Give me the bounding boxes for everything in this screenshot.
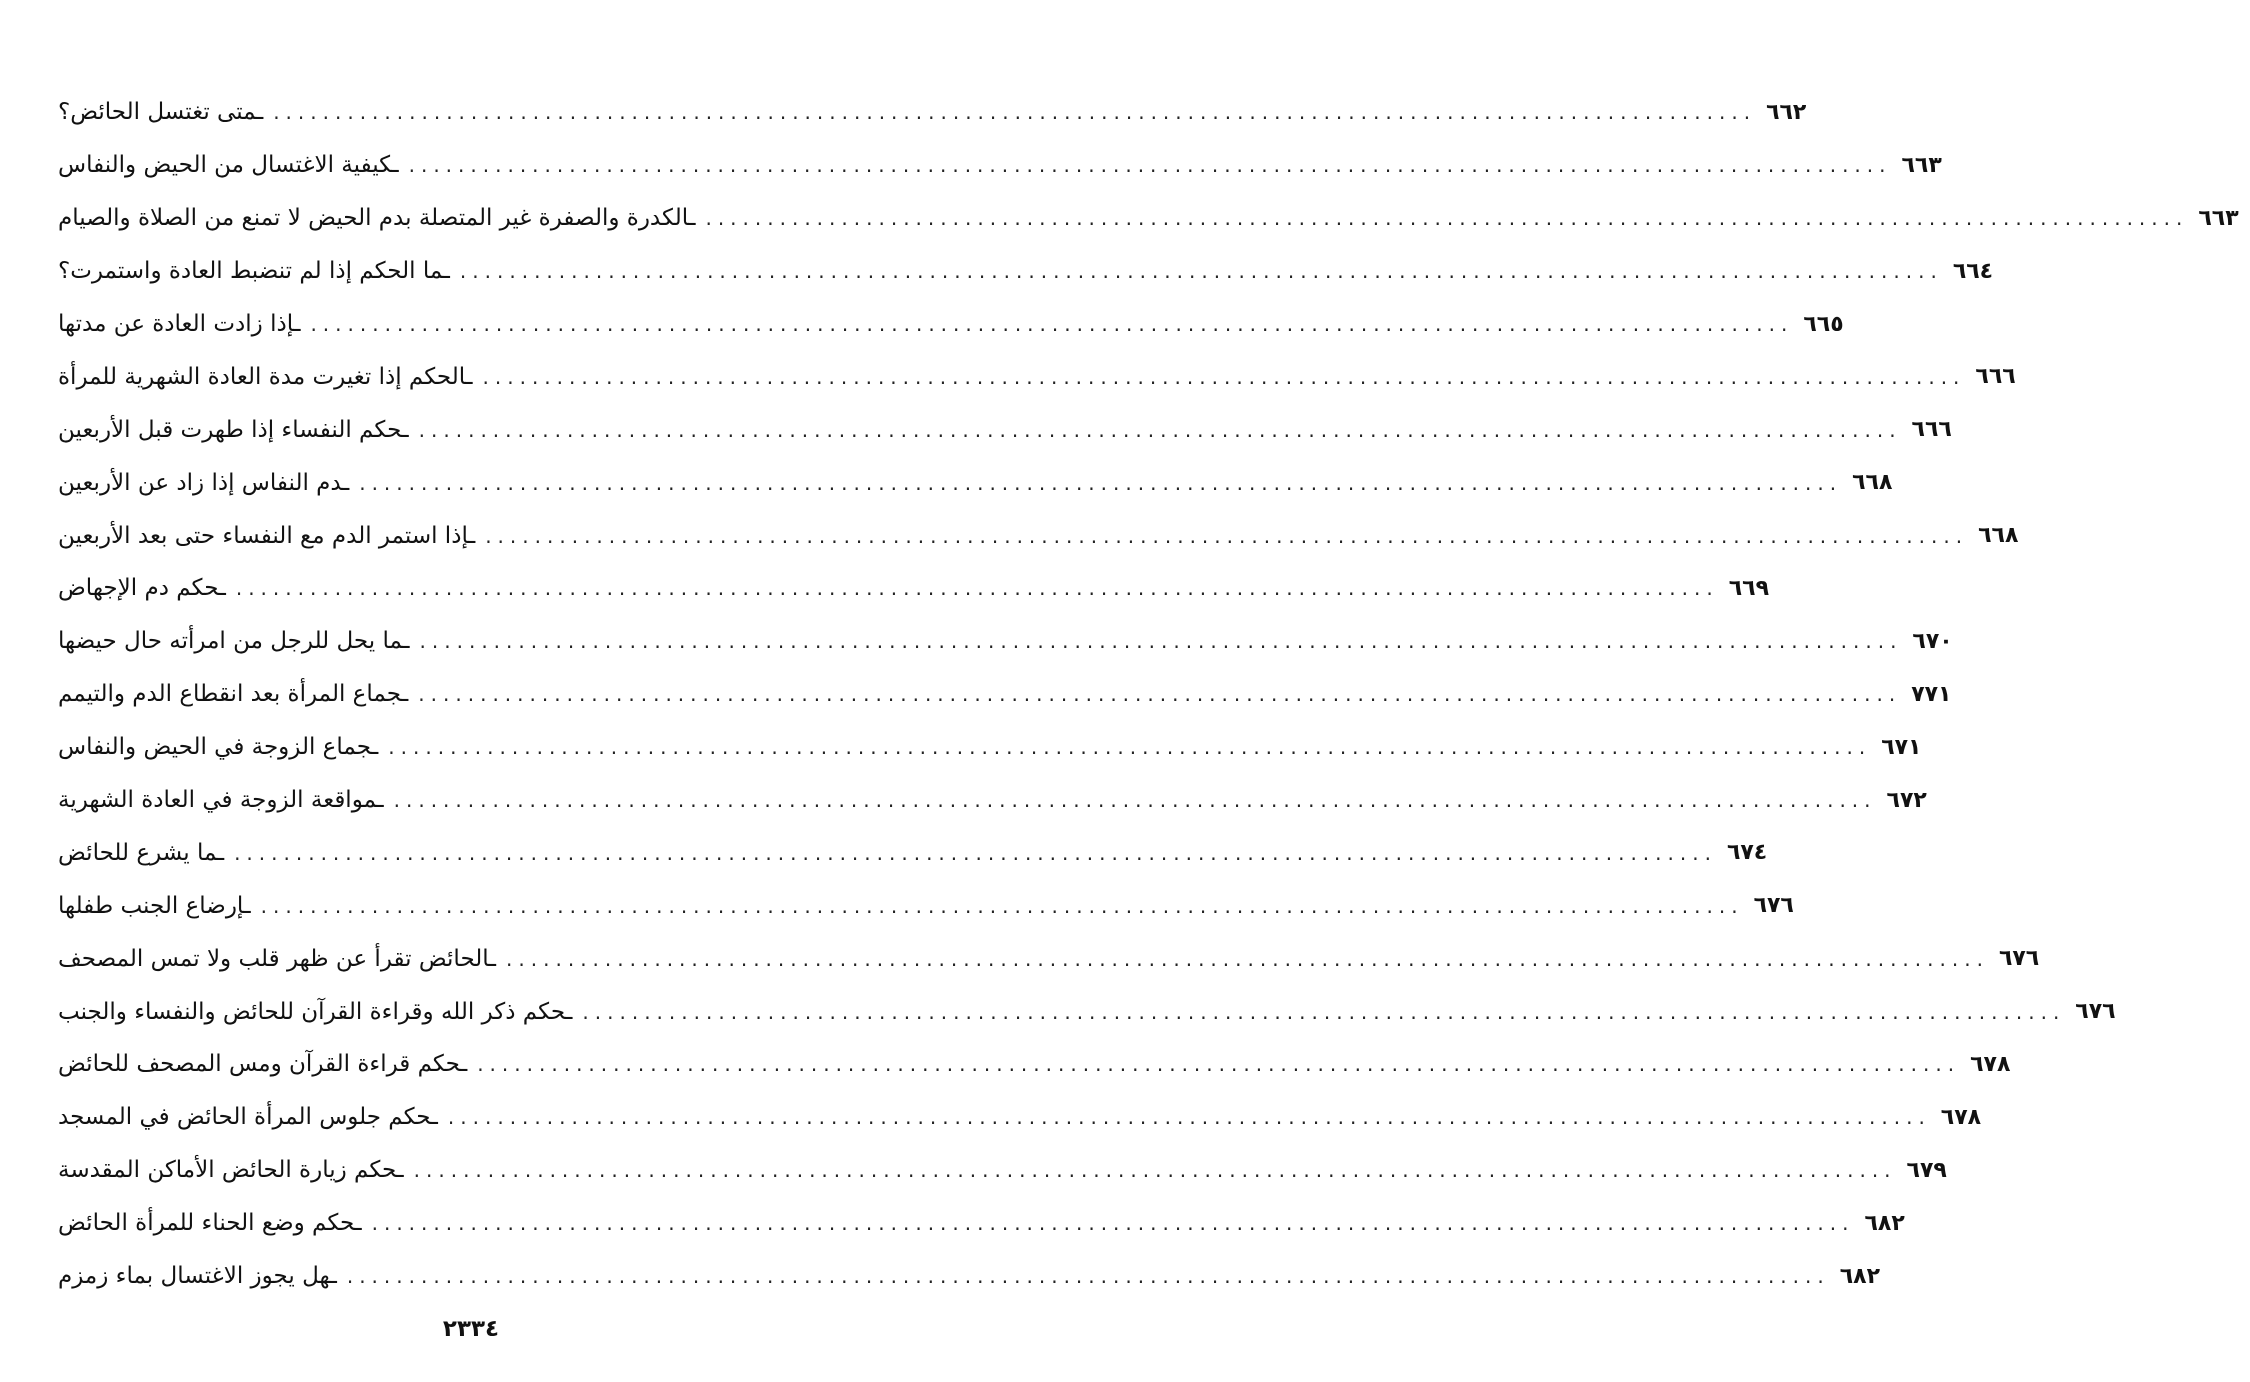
dot-leader: ........................................................................................................................: [393, 788, 1877, 813]
entry-title: ـكيفية الاغتسال من الحيض والنفاس: [58, 152, 399, 179]
entry-page-number: ٦٦٨: [1852, 470, 1893, 496]
entry-page-number: ٦٧٠: [1912, 628, 1953, 654]
toc-entry: [58, 86, 1807, 139]
toc-entry: [58, 1144, 1947, 1197]
entry-title: ـحكم دم الإجهاض: [58, 575, 226, 602]
entry-page-number: ٦٨٢: [1839, 1263, 1881, 1289]
entry-title: ـما الحكم إذا لم تنضبط العادة واستمرت؟: [58, 258, 450, 285]
entry-page-number: ٦٧٦: [1998, 946, 2040, 972]
entry-page-number: ٦٧١: [1881, 734, 1922, 760]
toc-entry: [58, 1197, 1905, 1250]
dot-leader: ........................................................................................................................: [371, 1211, 1855, 1236]
dot-leader: ........................................................................................................................: [459, 259, 1943, 284]
dot-leader: ........................................................................................................................: [418, 682, 1902, 707]
dot-leader: ........................................................................................................................: [359, 470, 1843, 495]
entry-title: ـالحكم إذا تغيرت مدة العادة الشهرية للمرأة: [58, 363, 473, 390]
entry-title: ـحكم قراءة القرآن ومس المصحف للحائض: [58, 1051, 468, 1078]
entry-title: ـحكم النفساء إذا طهرت قبل الأربعين: [58, 416, 409, 443]
dot-leader: ........................................................................................................................: [388, 735, 1872, 760]
toc-entry: [58, 350, 2016, 403]
entry-title: ـجماع الزوجة في الحيض والنفاس: [58, 734, 379, 761]
entry-page-number: ٦٦٢: [1766, 99, 1807, 125]
toc-entry: [58, 826, 1768, 879]
entry-page-number: ٦٧٢: [1886, 787, 1927, 813]
toc-entry: [58, 774, 1927, 827]
dot-leader: ........................................................................................................................: [235, 576, 1719, 601]
dot-leader: ........................................................................................................................: [506, 946, 1989, 971]
entry-page-number: ٦٧٤: [1726, 840, 1768, 866]
entry-page-number: ٦٦٣: [2198, 205, 2239, 231]
toc-entry: [58, 985, 2116, 1038]
entry-title: ـهل يجوز الاغتسال بماء زمزم: [58, 1263, 337, 1290]
dot-leader: ........................................................................................................................: [234, 840, 1717, 865]
entry-title: ـإذا استمر الدم مع النفساء حتى بعد الأربعين: [58, 522, 476, 549]
entry-page-number: ٧٧١: [1911, 681, 1952, 707]
entry-title: ـحكم وضع الحناء للمرأة الحائض: [58, 1210, 362, 1237]
dot-leader: ........................................................................................................................: [482, 364, 1966, 389]
entry-page-number: ٦٦٥: [1803, 311, 1844, 337]
dot-leader: ........................................................................................................................: [477, 1052, 1961, 1077]
entry-page-number: ٦٦٦: [1911, 417, 1952, 443]
entry-title: ـمتى تغتسل الحائض؟: [58, 99, 264, 126]
entry-page-number: ٦٦٨: [1978, 523, 2019, 549]
toc-entry: [58, 1038, 2011, 1091]
entry-page-number: ٦٦٦: [1975, 364, 2016, 390]
entry-page-number: ٦٦٣: [1901, 152, 1942, 178]
toc-entry: [58, 298, 1844, 351]
entry-title: ـإذا زادت العادة عن مدتها: [58, 311, 301, 337]
page-number: ٢٣٣٤: [442, 1316, 500, 1342]
toc-entry: [58, 879, 1794, 932]
dot-leader: ........................................................................................................................: [419, 629, 1903, 654]
dot-leader: ........................................................................................................................: [418, 417, 1902, 442]
toc-entry: [58, 562, 1770, 615]
entry-page-number: ٦٧٨: [1940, 1104, 1982, 1130]
entry-title: ـحكم جلوس المرأة الحائض في المسجد: [58, 1104, 438, 1131]
entry-title: ـالحائض تقرأ عن ظهر قلب ولا تمس المصحف: [58, 945, 497, 972]
toc-entry: [58, 721, 1922, 774]
toc-entry: [58, 668, 1952, 721]
entry-title: ـحكم زيارة الحائض الأماكن المقدسة: [58, 1157, 404, 1184]
toc-entry: [58, 192, 2239, 245]
entry-title: ـما يحل للرجل من امرأته حال حيضها: [58, 628, 410, 655]
toc-entry: [58, 1091, 1982, 1144]
entry-title: ـما يشرع للحائض: [58, 839, 225, 866]
dot-leader: ........................................................................................................................: [346, 1264, 1830, 1289]
dot-leader: ........................................................................................................................: [485, 523, 1969, 548]
dot-leader: ........................................................................................................................: [310, 312, 1794, 336]
entry-title: ـإرضاع الجنب طفلها: [58, 892, 251, 919]
toc-entry: [58, 1250, 1881, 1303]
toc-entry: [58, 509, 2019, 562]
toc-entry: [58, 456, 1893, 509]
toc-entry: [58, 245, 1994, 298]
dot-leader: ........................................................................................................................: [260, 893, 1744, 918]
entry-page-number: ٦٦٩: [1728, 575, 1770, 601]
entry-title: ـحكم ذكر الله وقراءة القرآن للحائض والنفساء والجنب: [58, 998, 573, 1025]
entry-title: ـجماع المرأة بعد انقطاع الدم والتيمم: [58, 681, 409, 708]
table-of-contents: [58, 86, 2239, 1302]
entry-page-number: ٦٧٦: [1753, 893, 1794, 919]
entry-title: ـدم النفاس إذا زاد عن الأربعين: [58, 469, 350, 496]
dot-leader: ........................................................................................................................: [408, 153, 1892, 178]
entry-page-number: ٦٦٤: [1952, 258, 1994, 284]
toc-entry: [58, 139, 1942, 192]
toc-entry: [58, 615, 1953, 668]
toc-entry: [58, 403, 1952, 456]
dot-leader: ........................................................................................................................: [447, 1105, 1931, 1130]
dot-leader: ........................................................................................................................: [273, 100, 1757, 125]
toc-entry: [58, 932, 2040, 985]
dot-leader: ........................................................................................................................: [413, 1158, 1897, 1183]
entry-page-number: ٦٨٢: [1864, 1210, 1905, 1236]
entry-page-number: ٦٧٦: [2075, 999, 2116, 1025]
entry-title: ـمواقعة الزوجة في العادة الشهرية: [58, 787, 384, 814]
entry-page-number: ٦٧٨: [1970, 1051, 2011, 1077]
entry-title: ـالكدرة والصفرة غير المتصلة بدم الحيض لا تمنع من الصلاة والصيام: [58, 205, 696, 232]
entry-page-number: ٦٧٩: [1906, 1157, 1947, 1183]
dot-leader: ........................................................................................................................: [705, 206, 2189, 231]
dot-leader: ........................................................................................................................: [582, 999, 2066, 1024]
